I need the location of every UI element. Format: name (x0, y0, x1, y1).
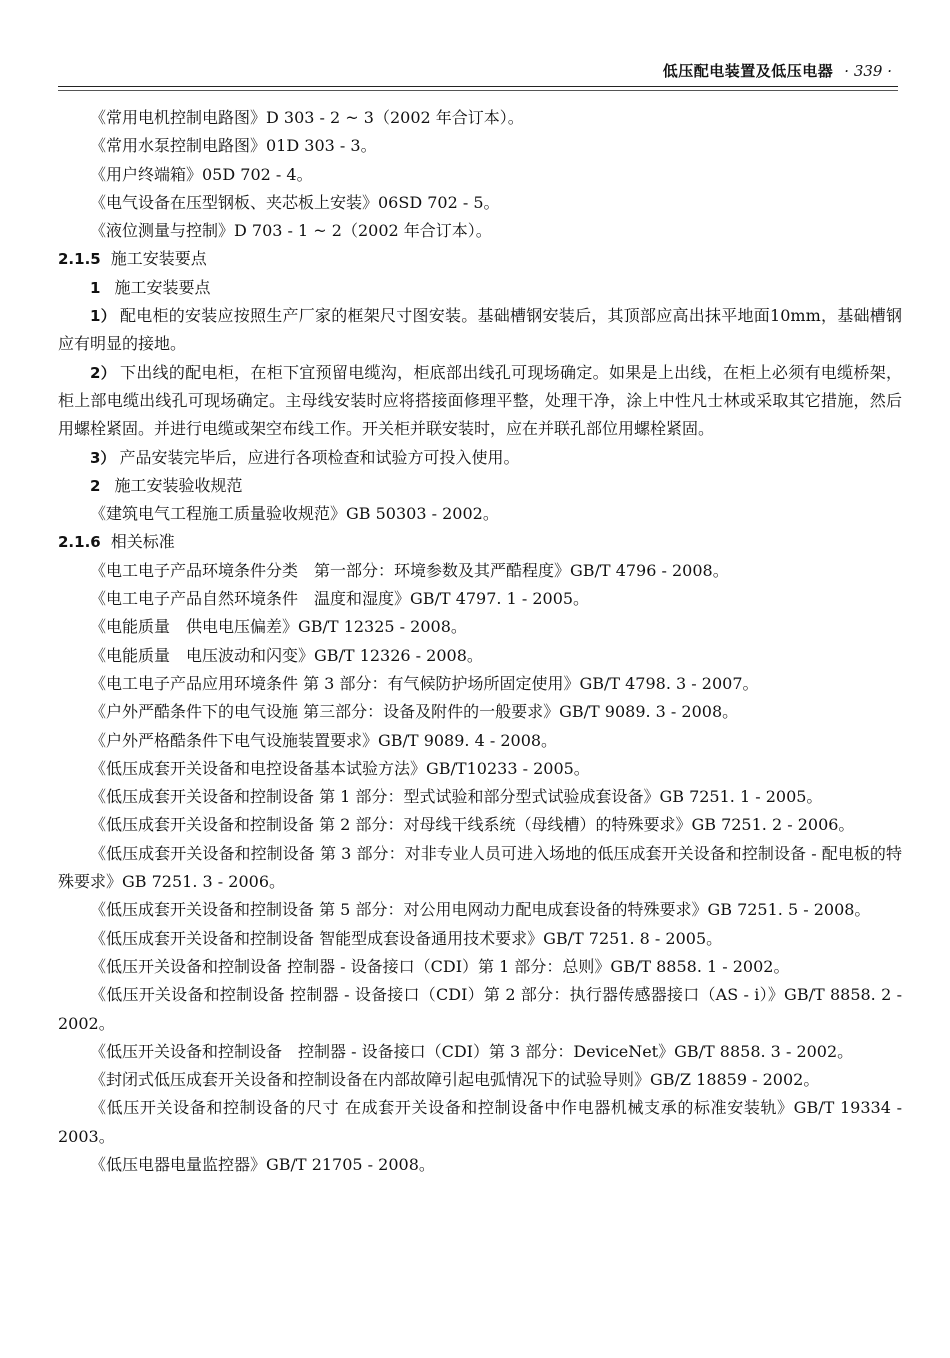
standard-item: 《封闭式低压成套开关设备和控制设备在内部故障引起电弧情况下的试验导则》GB/Z 18859 - 2002。 (90, 1070, 820, 1090)
standard-item: 《低压成套开关设备和控制设备 第 5 部分：对公用电网动力配电成套设备的特殊要求》GB 7251. 5 - 2008。 (90, 900, 871, 920)
subsection-title: 施工安装要点 (114, 277, 211, 297)
reference-line: 《电气设备在压型钢板、夹芯板上安装》06SD 702 - 5。 (90, 192, 500, 212)
section-heading-2-1-5 (58, 245, 902, 273)
running-head-title: 低压配电装置及低压电器 (662, 62, 834, 80)
standard-item: 《低压开关设备和控制设备 控制器 - 设备接口（CDI）第 2 部分：执行器传感器接口（AS - i）》GB/T 8858. 2 - 2002。 (58, 985, 902, 1033)
install-point-1 (58, 302, 902, 359)
point-number: 3） (90, 448, 116, 467)
header-rule (58, 86, 898, 87)
section-number: 2.1.5 (58, 250, 101, 269)
header-rule-thin (58, 90, 898, 91)
point-text: 配电柜的安装应按照生产厂家的框架尺寸图安装。基础槽钢安装后，其顶部应高出抹平地面10mm，基础槽钢应有明显的接地。 (58, 306, 902, 354)
standard-item: 《低压成套开关设备和控制设备 第 1 部分：型式试验和部分型式试验成套设备》GB 7251. 1 - 2005。 (90, 787, 823, 807)
section-title: 相关标准 (110, 532, 175, 552)
page-number: · 339 · (844, 62, 892, 80)
acceptance-reference: 《建筑电气工程施工质量验收规范》GB 50303 - 2002。 (90, 504, 499, 524)
standard-item: 《低压成套开关设备和控制设备 智能型成套设备通用技术要求》GB/T 7251. 8 - 2005。 (90, 928, 723, 948)
subsection-heading-2 (58, 472, 902, 500)
reference-line: 《用户终端箱》05D 702 - 4。 (90, 164, 313, 184)
standard-item: 《电工电子产品应用环境条件 第 3 部分：有气候防护场所固定使用》GB/T 4798. 3 - 2007。 (90, 673, 759, 693)
standard-item: 《电工电子产品自然环境条件 温度和湿度》GB/T 4797. 1 - 2005。 (90, 589, 590, 609)
subsection-number: 2 (90, 476, 101, 495)
section-title: 施工安装要点 (110, 249, 207, 269)
standard-item: 《低压成套开关设备和控制设备 第 3 部分：对非专业人员可进入场地的低压成套开关设备和控制设备 - 配电板的特殊要求》GB 7251. 3 - 2006。 (58, 843, 902, 892)
standard-item: 《低压电器电量监控器》GB/T 21705 - 2008。 (90, 1154, 435, 1174)
install-point-2 (58, 359, 902, 444)
point-number: 2） (90, 363, 117, 382)
standard-item: 《低压开关设备和控制设备 控制器 - 设备接口（CDI）第 3 部分：DeviceNet》GB/T 8858. 3 - 2002。 (90, 1041, 854, 1061)
page-header (58, 50, 898, 90)
standard-item: 《电能质量 供电电压偏差》GB/T 12325 - 2008。 (90, 617, 467, 637)
standard-item: 《低压开关设备和控制设备的尺寸 在成套开关设备和控制设备中作电器机械支承的标准安装轨》GB/T 19334 - 2003。 (58, 1098, 902, 1146)
subsection-heading-1 (58, 274, 902, 302)
standard-item: 《户外严酷条件下的电气设施 第三部分：设备及附件的一般要求》GB/T 9089. 3 - 2008。 (90, 702, 739, 722)
subsection-number: 1 (90, 278, 101, 297)
standard-item: 《低压开关设备和控制设备 控制器 - 设备接口（CDI）第 1 部分：总则》GB/T 8858. 1 - 2002。 (90, 956, 790, 976)
install-point-3 (58, 444, 902, 472)
standard-item: 《低压成套开关设备和控制设备 第 2 部分：对母线干线系统（母线槽）的特殊要求》GB 7251. 2 - 2006。 (90, 815, 855, 835)
point-number: 1） (90, 307, 116, 326)
standard-item: 《电工电子产品环境条件分类 第一部分：环境参数及其严酷程度》GB/T 4796 - 2008。 (90, 560, 729, 580)
standard-item: 《低压成套开关设备和电控设备基本试验方法》GB/T10233 - 2005。 (90, 758, 590, 778)
point-text: 下出线的配电柜，在柜下宜预留电缆沟，柜底部出线孔可现场确定。如果是上出线，在柜上必须有电缆桥架，柜上部电缆出线孔可现场确定。主母线安装时应将搭接面修理平整，处理干净，涂上中性凡士林或采取其它措施，然后用螺栓紧固。并进行电缆或架空布线工作。开关柜并联安装时，应在并联孔部位用螺栓紧固。 (58, 362, 902, 439)
reference-line: 《常用电机控制电路图》D 303 - 2 ~ 3（2002 年合订本）。 (90, 108, 524, 127)
running-head (663, 60, 892, 81)
page-body (58, 104, 902, 1179)
point-text: 产品安装完毕后，应进行各项检查和试验方可投入使用。 (119, 447, 520, 467)
reference-line: 《常用水泵控制电路图》01D 303 - 3。 (90, 136, 377, 156)
standard-item: 《电能质量 电压波动和闪变》GB/T 12326 - 2008。 (90, 645, 483, 665)
standard-item: 《户外严格酷条件下电气设施装置要求》GB/T 9089. 4 - 2008。 (90, 730, 558, 750)
section-heading-2-1-6 (58, 528, 902, 556)
reference-line: 《液位测量与控制》D 703 - 1 ~ 2（2002 年合订本）。 (90, 221, 492, 241)
subsection-title: 施工安装验收规范 (114, 475, 243, 495)
section-number: 2.1.6 (58, 533, 101, 552)
